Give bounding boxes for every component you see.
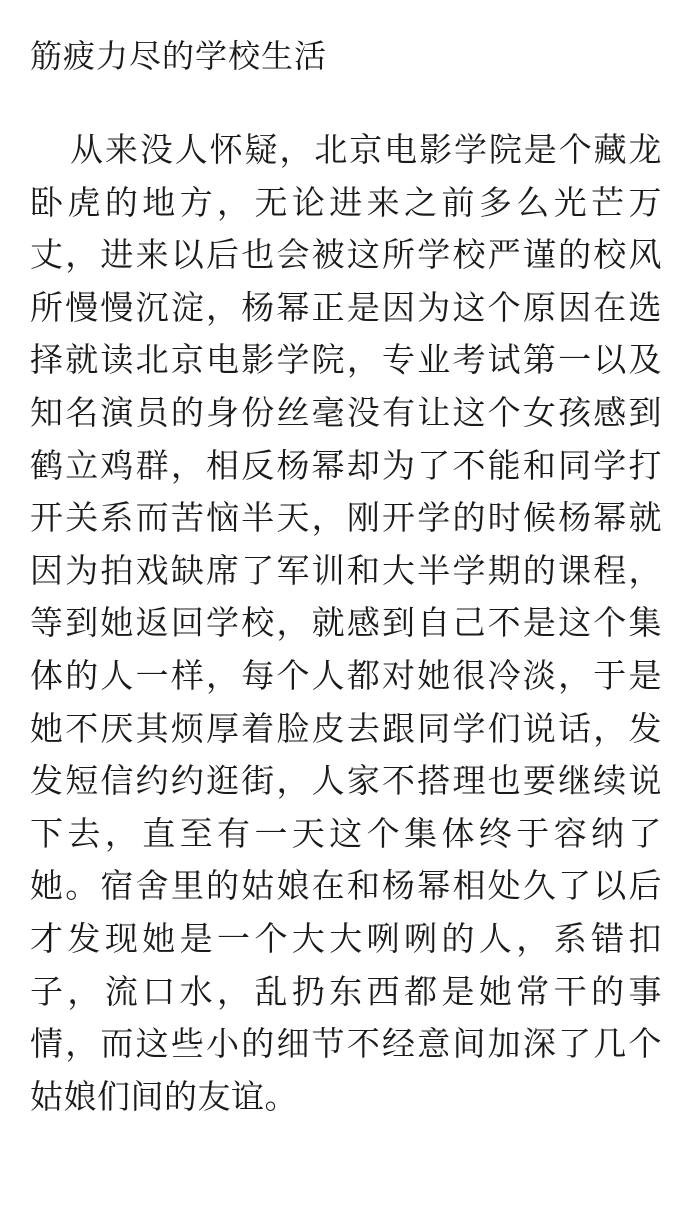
article-paragraph: 从来没人怀疑，北京电影学院是个藏龙卧虎的地方，无论进来之前多么光芒万丈，进来以后也会被这所学校严谨的校风所慢慢沉淀，杨幂正是因为这个原因在选择就读北京电影学院，专业考试第一以及知名演员的身份丝毫没有让这个女孩感到鹤立鸡群，相反杨幂却为了不能和同学打开关系而苦恼半天，刚开学的时候杨幂就因为拍戏缺席了军训和大半学期的课程，等到她返回学校，就感到自己不是这个集体的人一样，每个人都对她很冷淡，于是她不厌其烦厚着脸皮去跟同学们说话，发发短信约约逛街，人家不搭理也要继续说下去，直至有一天这个集体终于容纳了她。宿舍里的姑娘在和杨幂相处久了以后才发现她是一个大大咧咧的人，系错扣子，流口水，乱扔东西都是她常干的事情，而这些小的细节不经意间加深了几个姑娘们间的友谊。 <box>30 130 662 1116</box>
article-title: 筋疲力尽的学校生活 <box>30 37 328 75</box>
